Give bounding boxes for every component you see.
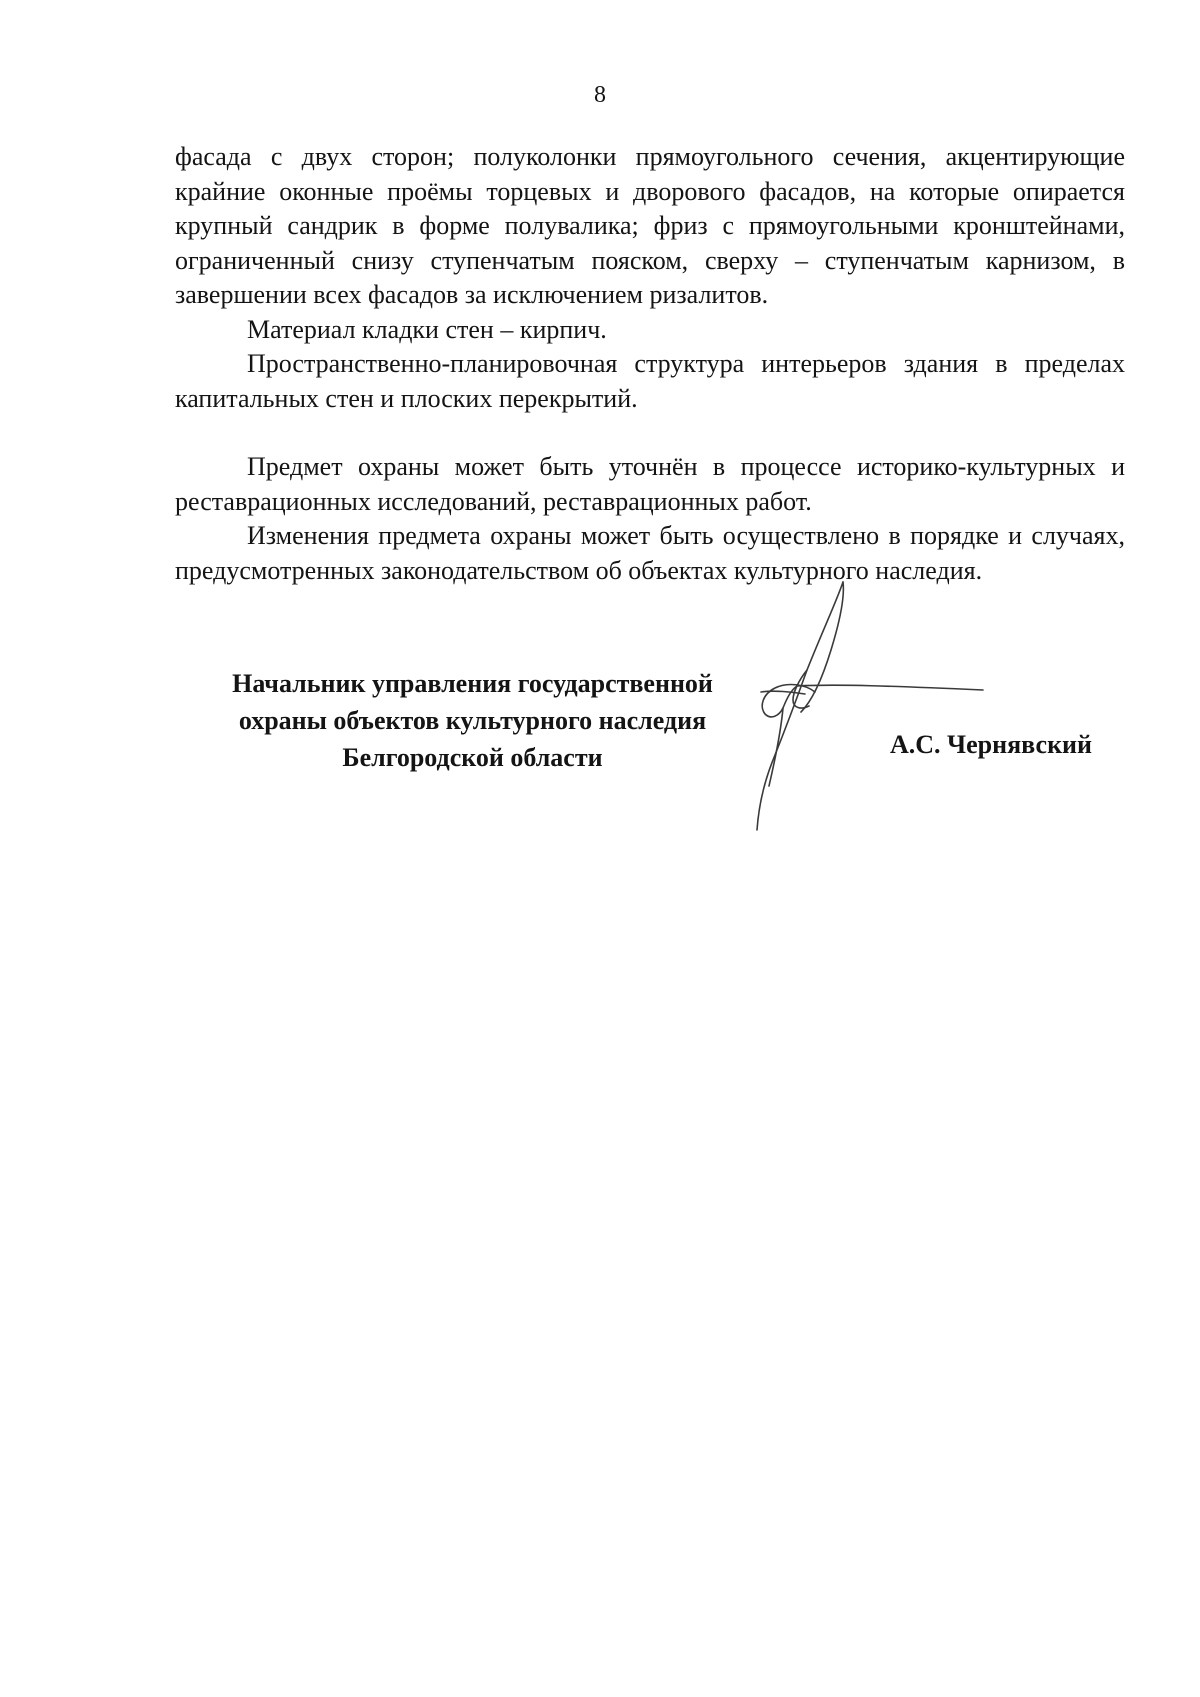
paragraph-spatial-structure: Пространственно-планировочная структура интерьеров здания в пределах капитальных стен и плоских перекрытий. bbox=[175, 349, 1125, 413]
document-body bbox=[175, 140, 1125, 588]
paragraph-protection-changes: Изменения предмета охраны может быть осуществлено в порядке и случаях, предусмотренных законодательством об объектах культурного наследия. bbox=[175, 521, 1125, 585]
position-line: охраны объектов культурного наследия bbox=[238, 706, 707, 735]
position-line: Начальник управления государственной bbox=[232, 669, 713, 698]
handwritten-signature bbox=[735, 580, 995, 840]
signer-name: А.С. Чернявский bbox=[890, 730, 1093, 759]
paragraph-protection-refinement: Предмет охраны может быть уточнён в процессе историко-культурных и реставрационных исследований, реставрационных работ. bbox=[175, 452, 1125, 516]
page-number: 8 bbox=[594, 82, 606, 108]
paragraph-wall-material: Материал кладки стен – кирпич. bbox=[247, 314, 607, 344]
position-line: Белгородской области bbox=[342, 743, 603, 772]
signatory-position bbox=[200, 665, 745, 776]
paragraph-facade-description: фасада с двух сторон; полуколонки прямоугольного сечения, акцентирующие крайние оконные проёмы торцевых и дворового фасадов, на которые опирается крупный сандрик в форме полувалика; фриз с прямоугольными кронштейнами, ограниченный снизу ступенчатым пояском, сверху – ступенчатым карнизом, в завершении всех фасадов за исключением ризалитов. bbox=[175, 142, 1125, 309]
